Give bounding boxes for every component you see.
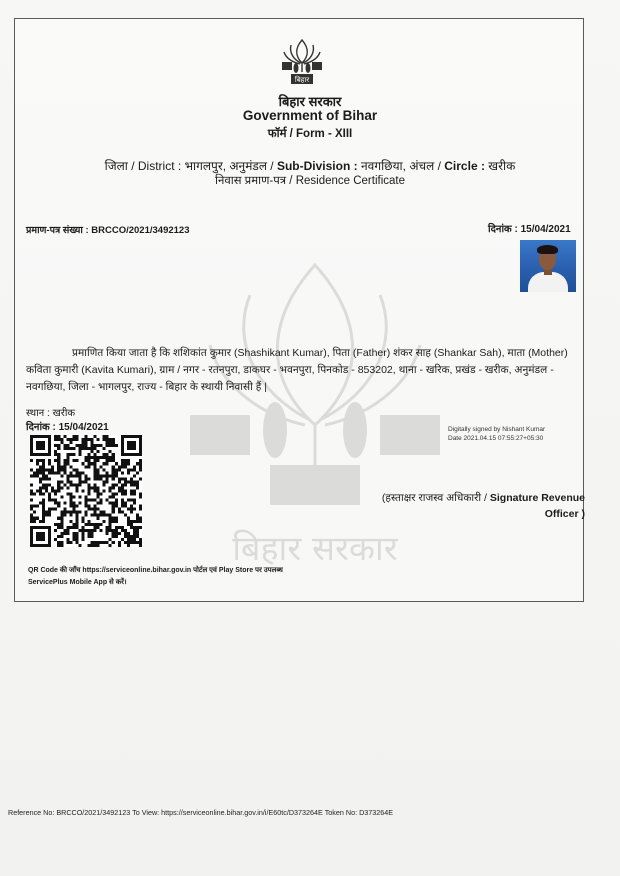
watermark-text: बिहार सरकार — [232, 529, 398, 569]
signature-block — [365, 490, 585, 522]
qr-note-line-2: ServicePlus Mobile App से करें। — [28, 579, 127, 586]
signature-english-2: Officer ) — [544, 508, 585, 520]
digital-signature-signer: Digitally signed by Nishant Kumar — [448, 426, 546, 433]
subdivision-label: Sub-Division : — [276, 159, 358, 173]
form-number: फॉर्म / Form - XIII — [267, 128, 353, 140]
reference-footer: Reference No: BRCCO/2021/3492123 To View: https://serviceonline.bihar.gov.in/i/E60tc/D373264E Token No: D373264E — [8, 808, 394, 817]
issue-place — [26, 405, 75, 419]
certificate-statement — [26, 345, 578, 396]
statement-line-3: खरीक, अनुमंडल - नवगछिया, जिला - भागलपुर, राज्य - बिहार के स्थायी निवासी हैं | — [26, 364, 554, 393]
certificate-number-value: BRCCO/2021/3492123 — [91, 225, 190, 236]
qr-code-icon[interactable] — [30, 435, 142, 547]
svg-text:बिहार: बिहार — [294, 76, 310, 84]
bihar-state-emblem-icon — [276, 36, 328, 90]
district-label: जिला / District : — [104, 159, 182, 173]
statement-line-1: प्रमाणित किया जाता है कि शशिकांत कुमार (Shashikant Kumar), पिता (Father) शंकर साह (Shankar Sah), माता — [72, 347, 526, 359]
certificate-date — [488, 221, 571, 235]
issue-date-label: दिनांक : — [26, 422, 56, 433]
issue-date — [26, 419, 109, 433]
circle-value: खरीक — [488, 159, 516, 173]
certificate-number — [26, 223, 190, 236]
signature-hindi: (हस्ताक्षर राजस्व अधिकारी / — [381, 492, 487, 504]
bihar-emblem-watermark-icon — [150, 235, 480, 595]
issue-place-label: स्थान : — [26, 408, 50, 419]
applicant-photo — [520, 240, 576, 292]
digital-signature-stamp — [448, 425, 545, 443]
issue-place-value: खरीक — [52, 408, 76, 419]
qr-verification-note — [28, 565, 283, 589]
state-name-hindi: बिहार सरकार — [278, 94, 342, 109]
qr-note-line-1: QR Code की जाँच https://serviceonline.bihar.gov.in पोर्टल एवं Play Store पर उपलब्ध — [28, 567, 283, 574]
signature-english-1: Signature Revenue — [489, 492, 585, 504]
certificate-number-label: प्रमाण-पत्र संख्या : — [26, 225, 89, 236]
certificate-date-value: 15/04/2021 — [520, 224, 571, 235]
certificate-type: निवास प्रमाण-पत्र / Residence Certificate — [214, 175, 405, 187]
circle-label: Circle : — [444, 159, 485, 173]
jurisdiction-line — [0, 157, 620, 174]
certificate-date-label: दिनांक : — [488, 224, 518, 235]
district-value: भागलपुर, अनुमंडल / — [184, 159, 274, 173]
statement-line-2: (Mother) कविता कुमारी (Kavita Kumari), ग्राम / नगर - रतनपुरा, डाकघर - भवनपुरा, पिनकोड - 853202, थाना - खरिक, प्रखंड - — [26, 347, 568, 376]
state-name-english: Government of Bihar — [242, 108, 378, 123]
issue-date-value: 15/04/2021 — [58, 422, 109, 433]
digital-signature-date: Date 2021.04.15 07:55:27+05:30 — [448, 435, 544, 442]
subdivision-value: नवगछिया, अंचल / — [360, 159, 441, 173]
